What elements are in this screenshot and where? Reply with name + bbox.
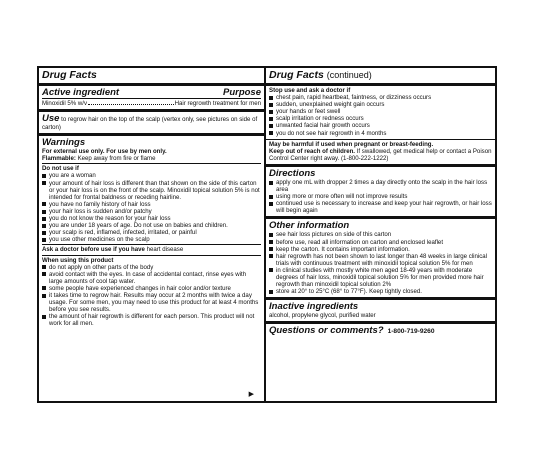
list-item: your amount of hair loss is different than that shown on the side of this carton or your hair loss is on the front of the scalp. Minoxidil topical solution 5% is not intended for frontal baldness or receding hairline. — [42, 180, 261, 201]
list-item: your hair loss is sudden and/or patchy — [42, 208, 261, 215]
list-item: avoid contact with the eyes. In case of accidental contact, rinse eyes with large amounts of cool tap water. — [42, 271, 261, 285]
list-item: you are under 18 years of age. Do not use on babies and children. — [42, 222, 261, 229]
do-not-use-heading: Do not use if — [42, 165, 79, 173]
list-item: see hair loss pictures on side of this carton — [269, 231, 492, 238]
list-item: scalp irritation or redness occurs — [269, 115, 492, 122]
drug-facts-title: Drug Facts — [42, 69, 97, 81]
list-item: your scalp is red, inflamed, infected, irritated, or painful — [42, 229, 261, 236]
flammable-label: Flammable: — [42, 155, 76, 163]
list-item: you are a woman — [42, 172, 261, 179]
questions-phone: 1-800-719-9260 — [387, 328, 435, 336]
when-using-block — [42, 255, 261, 328]
use-heading: Use — [42, 113, 60, 125]
right-column — [266, 68, 495, 401]
other-information-heading: Other information — [269, 220, 350, 232]
pregnancy-warning: May be harmful if used when pregnant or breast-feeding. — [269, 140, 434, 148]
continue-arrow-icon: ▶ — [248, 391, 254, 398]
do-not-use-block — [42, 163, 261, 243]
purpose-heading: Purpose — [222, 87, 261, 98]
ask-doctor-text: heart disease — [144, 246, 184, 254]
list-item: you do not know the reason for your hair loss — [42, 215, 261, 222]
list-item: store at 20° to 25°C (68° to 77°F). Keep tightly closed. — [269, 288, 492, 295]
warnings-section — [39, 136, 264, 329]
when-using-heading: When using this product — [42, 256, 114, 264]
list-item: hair regrowth has not been shown to last longer than 48 weeks in large clinical trials with continuous treatment with minoxidil topical solution 5% for men — [269, 253, 492, 267]
directions-section — [266, 167, 495, 219]
inactive-ingredients-section — [266, 300, 495, 324]
keep-out-text: If swallowed, get medical help or contact a Poison Control Center right away. (1-800-222-1222) — [269, 147, 492, 162]
continued-label: (continued) — [326, 70, 372, 80]
list-item: continued use is necessary to increase and keep your hair regrowth, or hair loss will begin again — [269, 200, 492, 214]
left-column — [39, 68, 266, 401]
list-item: in clinical studies with mostly white men aged 18-49 years with moderate degrees of hair loss, minoxidil topical solution 5% for men provided more hair regrowth than minoxidil topical solution 2% — [269, 267, 492, 288]
list-item: you do not see hair regrowth in 4 months — [269, 130, 492, 137]
active-ingredient-heading: Active ingredient — [42, 87, 120, 98]
list-item: your hands or feet swell — [269, 108, 492, 115]
directions-heading: Directions — [269, 167, 316, 179]
warnings-external-use: For external use only. For use by men only. — [42, 148, 167, 156]
list-item: it takes time to regrow hair. Results may occur at 2 months with twice a day usage. For some men, you may need to use this product for at least 4 months before you see results. — [42, 292, 261, 313]
ask-doctor-heading: Ask a doctor before use if you have — [42, 246, 145, 254]
active-ingredient-section — [39, 86, 264, 112]
list-item: sudden, unexplained weight gain occurs — [269, 101, 492, 108]
flammable-text: Keep away from fire or flame — [75, 155, 156, 163]
active-ingredient-value: Minoxidil 5% w/v — [42, 100, 88, 107]
drug-facts-header-section — [39, 68, 264, 86]
list-item: some people have experienced changes in hair color and/or texture — [42, 285, 261, 292]
inactive-ingredients-text: alcohol, propylene glycol, purified water — [269, 312, 376, 320]
ask-doctor-block — [42, 244, 261, 253]
list-item: using more or more often will not improve results — [269, 193, 492, 200]
list-item: apply one mL with dropper 2 times a day directly onto the scalp in the hair loss area — [269, 179, 492, 193]
pregnancy-children-section — [266, 140, 495, 167]
questions-section — [266, 324, 495, 338]
list-item: chest pain, rapid heartbeat, faintness, or dizziness occurs — [269, 94, 492, 101]
drug-facts-panel — [37, 66, 497, 403]
use-section — [39, 112, 264, 136]
stop-use-heading: Stop use and ask a doctor if — [269, 87, 351, 94]
purpose-value: Hair regrowth treatment for men — [174, 100, 261, 107]
warnings-heading: Warnings — [42, 137, 86, 149]
list-item: the amount of hair regrowth is different for each person. This product will not work for all men. — [42, 313, 261, 327]
keep-out-heading: Keep out of reach of children. — [269, 147, 355, 155]
drug-facts-continued-header — [266, 68, 495, 86]
list-item: do not apply on other parts of the body — [42, 264, 261, 271]
list-item: you have no family history of hair loss — [42, 201, 261, 208]
use-text: to regrow hair on the top of the scalp (vertex only, see pictures on side of carton) — [42, 116, 258, 132]
other-information-section — [266, 219, 495, 300]
list-item: unwanted facial hair growth occurs — [269, 122, 492, 129]
list-item: before use, read all information on carton and enclosed leaflet — [269, 239, 492, 246]
list-item: keep the carton. It contains important information. — [269, 246, 492, 253]
stop-use-section — [266, 86, 495, 140]
inactive-ingredients-heading: Inactive ingredients — [269, 301, 359, 313]
drug-facts-title-continued: Drug Facts — [269, 69, 324, 81]
list-item: you use other medicines on the scalp — [42, 236, 261, 243]
questions-heading: Questions or comments? — [269, 325, 384, 337]
